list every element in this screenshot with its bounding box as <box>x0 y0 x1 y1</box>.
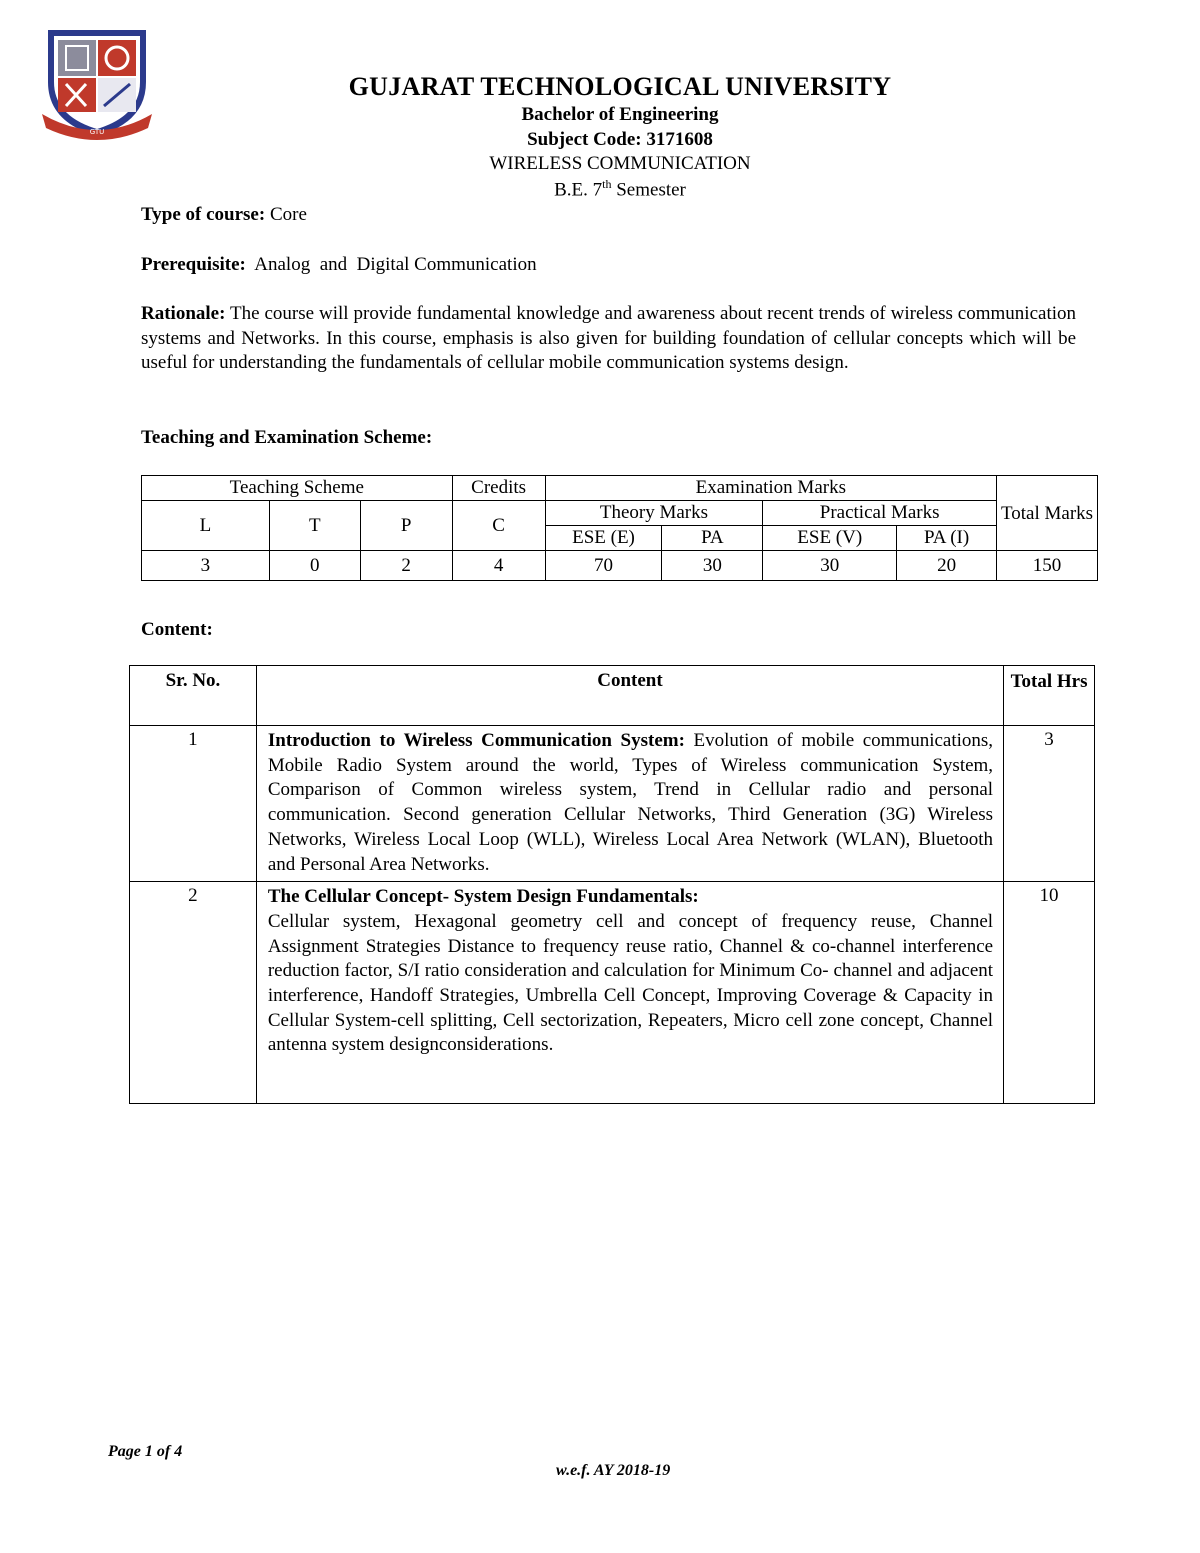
val-pa: 30 <box>662 551 763 581</box>
row-sr: 2 <box>130 882 257 1104</box>
svg-text:GTU: GTU <box>89 128 105 136</box>
content-table <box>129 665 1095 1104</box>
subject-code: Subject Code: 3171608 <box>527 129 713 150</box>
val-L: 3 <box>142 551 270 581</box>
theory-marks-header: Theory Marks <box>545 501 763 526</box>
credits-header: Credits <box>452 476 545 501</box>
row-hrs: 3 <box>1004 726 1095 882</box>
exam-marks-header: Examination Marks <box>545 476 996 501</box>
university-title: GUJARAT TECHNOLOGICAL UNIVERSITY <box>348 72 892 101</box>
row-content: Introduction to Wireless Communication System: Evolution of mobile communications, Mobile Radio System around the world, Types of Wireless communication System, Comparison of Common wireless system, Trend in Cellular radio and personal communication. Second generation Cellular Networks, Third Generation (3G) Wireless Networks, Wireless Local Loop (WLL), Wireless Local Area Network (WLAN), Bluetooth and Personal Area Networks. <box>256 726 1003 882</box>
val-ese-e: 70 <box>545 551 662 581</box>
scheme-title: Teaching and Examination Scheme: <box>141 427 433 448</box>
row-hrs: 10 <box>1004 882 1095 1104</box>
val-ese-v: 30 <box>763 551 897 581</box>
val-pa-i: 20 <box>897 551 997 581</box>
col-pa: PA <box>662 526 763 551</box>
col-P: P <box>360 501 452 551</box>
practical-marks-header: Practical Marks <box>763 501 997 526</box>
col-T: T <box>269 501 360 551</box>
effective-date: w.e.f. AY 2018-19 <box>556 1462 671 1479</box>
total-marks-header: Total Marks <box>997 476 1098 551</box>
content-title: Content: <box>141 619 213 640</box>
page-number: Page 1 of 4 <box>108 1443 183 1460</box>
table-row <box>130 882 1095 1104</box>
course-type: Type of course: Core <box>141 204 307 225</box>
table-row <box>130 726 1095 882</box>
semester: B.E. 7th Semester <box>554 177 686 201</box>
degree-title: Bachelor of Engineering <box>521 104 719 125</box>
col-pa-i: PA (I) <box>897 526 997 551</box>
col-C: C <box>452 501 545 551</box>
val-P: 2 <box>360 551 452 581</box>
val-T: 0 <box>269 551 360 581</box>
scheme-table <box>141 475 1098 581</box>
hrs-header: Total Hrs <box>1004 666 1095 726</box>
content-header: Content <box>256 666 1003 726</box>
teaching-scheme-header: Teaching Scheme <box>142 476 453 501</box>
rationale: Rationale: The course will provide fundamental knowledge and awareness about recent trends of wireless communication systems and Networks. In this course, emphasis is also given for building foundation of cellular concepts which will be useful for understanding the fundamentals of cellular mobile communication systems design. <box>141 303 1076 374</box>
col-L: L <box>142 501 270 551</box>
col-ese-v: ESE (V) <box>763 526 897 551</box>
val-total: 150 <box>997 551 1098 581</box>
prerequisite: Prerequisite: Analog and Digital Communication <box>141 254 537 275</box>
row-content: The Cellular Concept- System Design Fundamentals: Cellular system, Hexagonal geometry cell and concept of frequency reuse, Channel Assignment Strategies Distance to frequency reuse ratio, Channel & co-channel interference reduction factor, S/I ratio consideration and calculation for Minimum Co- channel and adjacent interference, Handoff Strategies, Umbrella Cell Concept, Improving Coverage & Capacity in Cellular System-cell splitting, Cell sectorization, Repeaters, Micro cell zone concept, Channel antenna system designconsiderations. <box>256 882 1003 1104</box>
subject-name: WIRELESS COMMUNICATION <box>489 153 751 174</box>
col-ese-e: ESE (E) <box>545 526 662 551</box>
row-sr: 1 <box>130 726 257 882</box>
val-C: 4 <box>452 551 545 581</box>
sr-header: Sr. No. <box>130 666 257 726</box>
